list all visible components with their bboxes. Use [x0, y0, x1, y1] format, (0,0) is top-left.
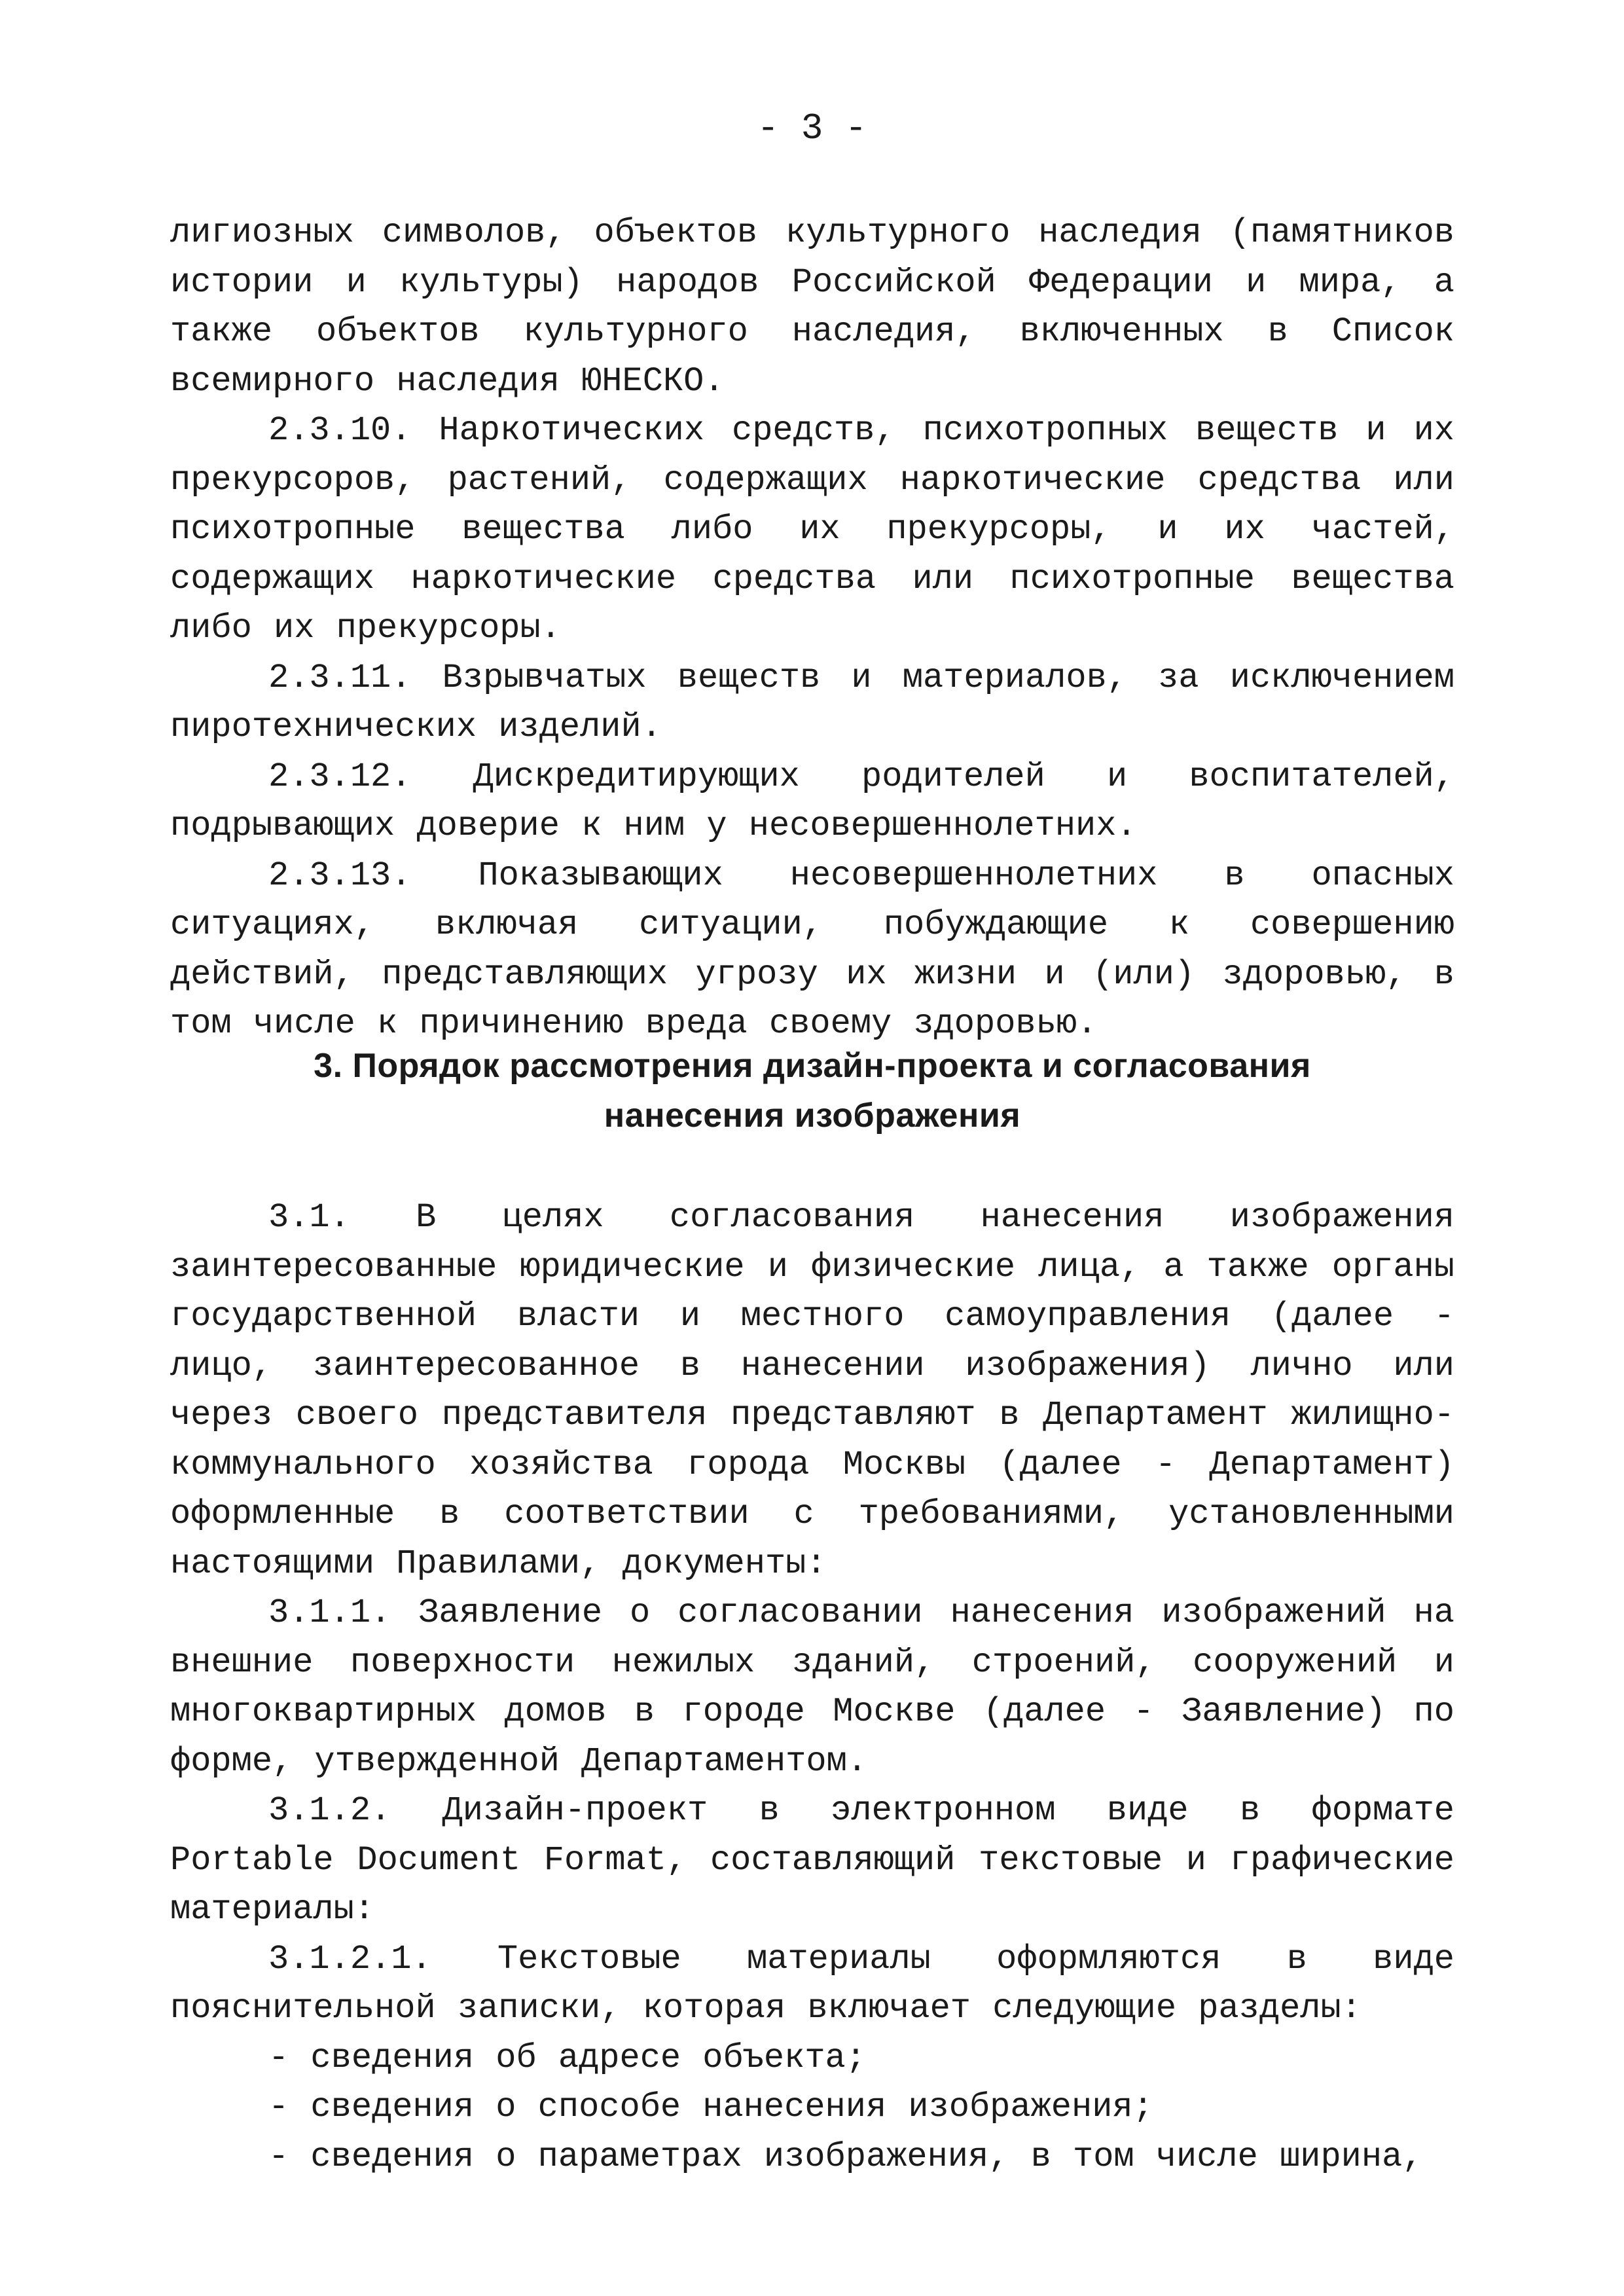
text-block-section-3	[170, 1193, 1454, 2181]
list-item-method: - сведения о способе нанесения изображения;	[268, 2088, 1153, 2126]
page-number: - 3 -	[757, 107, 867, 149]
text-block-continuation	[170, 208, 1454, 1049]
paragraph-3-1-1: 3.1.1. Заявление о согласовании нанесения изображений на внешние поверхности нежилых зданий, строений, сооружений и многоквартирных домов в городе Москве (далее - Заявление) по форме, утвержденной Департаментом.	[170, 1594, 1454, 1781]
paragraph-3-1-2: 3.1.2. Дизайн-проект в электронном виде в формате Portable Document Format, составляющий текстовые и графические материалы:	[170, 1791, 1454, 1929]
section-heading	[170, 1041, 1454, 1140]
list-item-address: - сведения об адресе объекта;	[268, 2038, 866, 2077]
paragraph-3-1-2-1: 3.1.2.1. Текстовые материалы оформляются в виде пояснительной записки, которая включает следующие разделы:	[170, 1939, 1454, 2028]
paragraph-2-3-13: 2.3.13. Показывающих несовершеннолетних в опасных ситуациях, включая ситуации, побуждающие к совершению действий, представляющих угрозу их жизни и (или) здоровью, в том числе к причинению вреда своему здоровью.	[170, 856, 1454, 1043]
paragraph-continuation: лигиозных символов, объектов культурного наследия (памятников истории и культуры) народов Российской Федерации и мира, а также объектов культурного наследия, включенных в Список всемирного наследия ЮНЕСКО.	[170, 213, 1454, 401]
list-item-parameters: - сведения о параметрах изображения, в том числе ширина,	[268, 2137, 1423, 2176]
section-heading-line-2: нанесения изображения	[604, 1097, 1021, 1135]
paragraph-2-3-11: 2.3.11. Взрывчатых веществ и материалов, за исключением пиротехнических изделий.	[170, 658, 1454, 746]
paragraph-2-3-12: 2.3.12. Дискредитирующих родителей и воспитателей, подрывающих доверие к ним у несовершеннолетних.	[170, 757, 1454, 845]
section-heading-line-1: 3. Порядок рассмотрения дизайн-проекта и согласования	[314, 1047, 1311, 1085]
paragraph-3-1: 3.1. В целях согласования нанесения изображения заинтересованные юридические и физические лица, а также органы государственной власти и местного самоуправления (далее - лицо, заинтересованное в нанесении изображения) лично или через своего представителя представляют в Департамент жилищно-коммунального хозяйства города Москвы (далее - Департамент) оформленные в соответствии с требованиями, установленными настоящими Правилами, документы:	[170, 1198, 1454, 1583]
paragraph-2-3-10: 2.3.10. Наркотических средств, психотропных веществ и их прекурсоров, растений, содержащих наркотические средства или психотропные вещества либо их прекурсоры, и их частей, содержащих наркотические средства или психотропные вещества либо их прекурсоры.	[170, 411, 1454, 647]
